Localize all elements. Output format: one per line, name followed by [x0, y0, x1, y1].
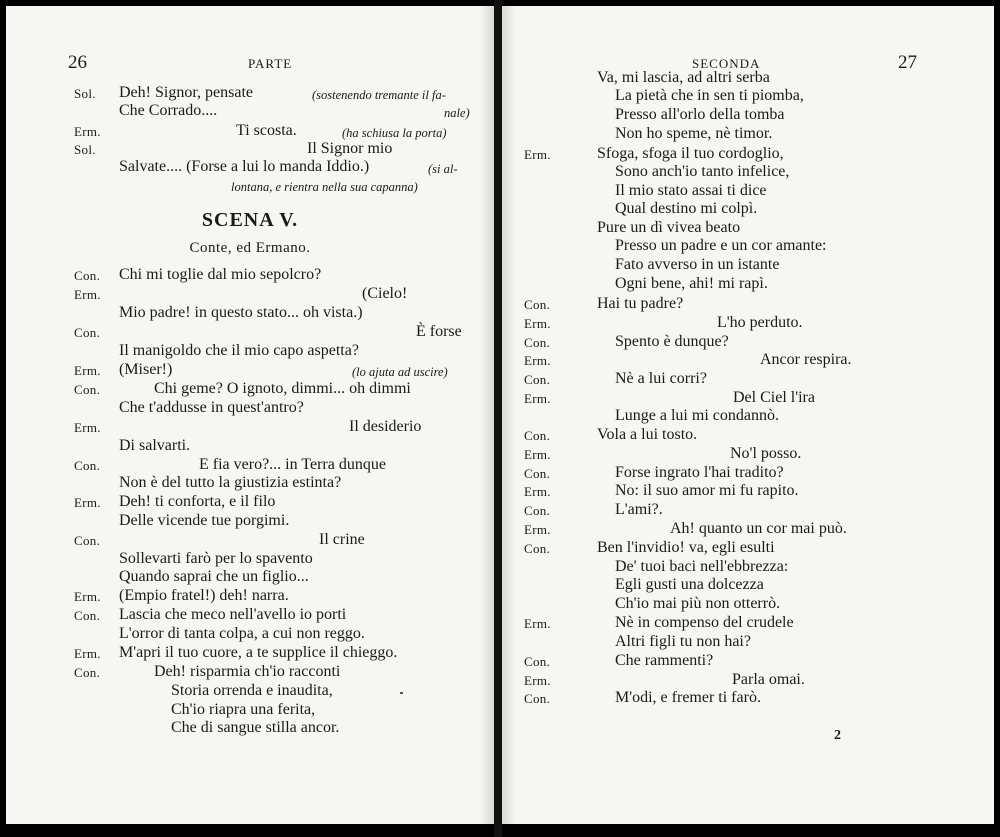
verse-line: Pure un dì vivea beato: [597, 219, 741, 236]
speaker-label: Sol.: [74, 142, 96, 157]
verse-line: Fato avverso in un istante: [615, 256, 780, 273]
verse-line: Qual destino mi colpì.: [615, 200, 758, 217]
stage-direction: (lo ajuta ad uscire): [352, 365, 448, 379]
book-gutter: [494, 0, 502, 837]
verse-line: Il desiderio: [349, 418, 422, 435]
speaker-label: Erm.: [524, 316, 551, 331]
speaker-label: Erm.: [524, 147, 551, 162]
speaker-label: Erm.: [524, 616, 551, 631]
verse-line: Deh! risparmia ch'io racconti: [154, 663, 341, 680]
speaker-label: Con.: [524, 466, 551, 481]
verse-line: Il manigoldo che il mio capo aspetta?: [119, 342, 359, 359]
verse-line: Sollevarti farò per lo spavento: [119, 550, 313, 567]
speaker-label: Erm.: [524, 447, 551, 462]
speaker-label: Con.: [524, 654, 551, 669]
speaker-label: Erm.: [74, 420, 101, 435]
verse-line: M'apri il tuo cuore, a te supplice il chieggo.: [119, 644, 398, 661]
stage-direction: (ha schiusa la porta): [342, 126, 447, 140]
verse-line: Ah! quanto un cor mai può.: [670, 520, 847, 537]
verse-line: Salvate.... (Forse a lui lo manda Iddio.): [119, 158, 370, 175]
speaker-label: Erm.: [74, 287, 101, 302]
verse-line: Altri figli tu non hai?: [615, 633, 751, 650]
verse-line: Deh! ti conforta, e il filo: [119, 493, 276, 510]
page-number: 26: [68, 52, 87, 73]
verse-line: No: il suo amor mi fu rapito.: [615, 482, 799, 499]
verse-line: Ben l'invidio! va, egli esulti: [597, 539, 775, 556]
verse-line: La pietà che in sen ti piomba,: [615, 87, 804, 104]
verse-line: Che rammenti?: [615, 652, 714, 669]
verse-line: Non è del tutto la giustizia estinta?: [119, 474, 342, 491]
speaker-label: Erm.: [524, 484, 551, 499]
verse-line: Che t'addusse in quest'antro?: [119, 399, 304, 416]
verse-line: Che Corrado....: [119, 102, 218, 119]
verse-line: Presso un padre e un cor amante:: [615, 237, 827, 254]
speaker-label: Con.: [524, 541, 551, 556]
verse-line: L'ami?.: [615, 501, 663, 518]
speaker-label: Con.: [74, 533, 101, 548]
speaker-label: Erm.: [524, 673, 551, 688]
verse-line: E fia vero?... in Terra dunque: [199, 456, 386, 473]
verse-line: Nè in compenso del crudele: [615, 614, 794, 631]
speaker-label: Con.: [524, 503, 551, 518]
speaker-label: Con.: [524, 297, 551, 312]
speaker-label: Erm.: [74, 363, 101, 378]
verse-line: Il Signor mio: [307, 140, 393, 157]
verse-line: È forse: [416, 323, 462, 340]
verse-line: Egli gusti una dolcezza: [615, 576, 764, 593]
right-page: [502, 6, 994, 824]
page-number: 27: [898, 52, 917, 73]
verse-line: Hai tu padre?: [597, 295, 684, 312]
verse-line: Presso all'orlo della tomba: [615, 106, 785, 123]
verse-line: (Cielo!: [362, 285, 408, 302]
verse-line: Sono anch'io tanto infelice,: [615, 163, 790, 180]
stage-direction: (si al-: [428, 162, 458, 176]
running-head: SECONDA: [692, 56, 761, 71]
speaker-label: Con.: [524, 428, 551, 443]
verse-line: Chi mi toglie dal mio sepolcro?: [119, 266, 322, 283]
speaker-label: Con.: [74, 268, 101, 283]
verse-line: Lunge a lui mi condannò.: [615, 407, 779, 424]
verse-line: Ti scosta.: [236, 122, 297, 139]
stage-direction: nale): [444, 106, 470, 120]
verse-line: Il mio stato assai ti dice: [615, 182, 767, 199]
verse-line: Forse ingrato l'hai tradito?: [615, 464, 784, 481]
verse-line: Del Ciel l'ira: [733, 389, 815, 406]
speaker-label: Con.: [74, 325, 101, 340]
verse-line: L'ho perduto.: [717, 314, 803, 331]
verse-line: Quando saprai che un figlio...: [119, 568, 309, 585]
running-head: PARTE: [248, 56, 293, 71]
verse-line: Storia orrenda e inaudita,: [171, 682, 333, 699]
verse-line: Ch'io mai più non otterrò.: [615, 595, 781, 612]
speaker-label: Sol.: [74, 86, 96, 101]
verse-line: Chi geme? O ignoto, dimmi... oh dimmi: [154, 380, 411, 397]
speaker-label: Erm.: [74, 124, 101, 139]
verse-line: Va, mi lascia, ad altri serba: [597, 69, 770, 86]
verse-line: Di salvarti.: [119, 437, 191, 454]
verse-line: Sfoga, sfoga il tuo cordoglio,: [597, 145, 784, 162]
verse-line: No'l posso.: [730, 445, 802, 462]
speaker-label: Erm.: [74, 495, 101, 510]
verse-line: (Miser!): [119, 361, 173, 378]
verse-line: M'odi, e fremer ti farò.: [615, 689, 761, 706]
speaker-label: Con.: [74, 665, 101, 680]
speaker-label: Con.: [524, 691, 551, 706]
speaker-label: Erm.: [524, 353, 551, 368]
verse-line: Parla omai.: [732, 671, 805, 688]
speaker-label: Con.: [524, 335, 551, 350]
scene-title: SCENA V.: [201, 209, 299, 231]
signature-mark: 2: [834, 728, 841, 743]
verse-line: Spento è dunque?: [615, 333, 729, 350]
speaker-label: Erm.: [74, 646, 101, 661]
scene-characters: Conte, ed Ermano.: [189, 240, 311, 256]
left-page: [6, 6, 494, 824]
verse-line: Delle vicende tue porgimi.: [119, 512, 290, 529]
verse-line: Deh! Signor, pensate: [119, 84, 253, 101]
verse-line: Che di sangue stilla ancor.: [171, 719, 340, 736]
stage-direction: lontana, e rientra nella sua capanna): [231, 180, 418, 194]
stage-direction: (sostenendo tremante il fa-: [312, 88, 446, 102]
verse-line: L'orror di tanta colpa, a cui non reggo.: [119, 625, 365, 642]
verse-line: Vola a lui tosto.: [597, 426, 698, 443]
speaker-label: Con.: [74, 608, 101, 623]
speaker-label: Con.: [74, 382, 101, 397]
verse-line: Ogni bene, ahi! mi rapì.: [615, 275, 768, 292]
speaker-label: Erm.: [524, 391, 551, 406]
verse-line: Nè a lui corri?: [615, 370, 707, 387]
verse-line: Ch'io riapra una ferita,: [171, 701, 316, 718]
verse-line: Lascia che meco nell'avello io porti: [119, 606, 347, 623]
verse-line: Ancor respira.: [760, 351, 852, 368]
verse-line: Non ho speme, nè timor.: [615, 125, 773, 142]
verse-line: Mio padre! in questo stato... oh vista.): [119, 304, 363, 321]
speaker-label: Con.: [74, 458, 101, 473]
speaker-label: Erm.: [524, 522, 551, 537]
verse-line: Il crine: [319, 531, 365, 548]
verse-line: De' tuoi baci nell'ebbrezza:: [615, 558, 789, 575]
verse-line: (Empio fratel!) deh! narra.: [119, 587, 289, 604]
speaker-label: Con.: [524, 372, 551, 387]
speaker-label: Erm.: [74, 589, 101, 604]
